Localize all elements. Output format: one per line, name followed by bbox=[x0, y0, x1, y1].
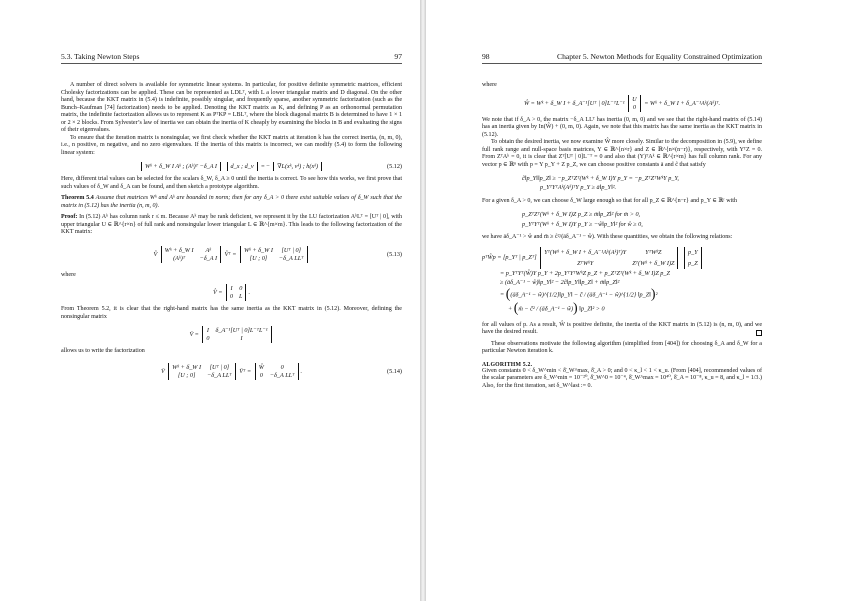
proof-text: In (5.12) Aᵏ has column rank r ≤ m. Because Aᵏ may be rank deficient, we represent it by the LU factorization AᵏLᵀ = [Uᵀ | 0], with upper triangular U ∈ ℝ^{r×n} of full rank and nonsingular lower triangular L ∈ ℝ^{m×m}. This leads to the following factorization of the KKT matrix: bbox=[61, 214, 402, 236]
paragraph-inertia-check: To ensure that the iteration matrix is nonsingular, we first check whether the KKT matrix at iteration k has the correct inertia, (n, m, 0), i.e., n positive, m negative, and no zero eigenvalues. If the inertia of this matrix is incorrect, we can modify (5.4) to form the following linear system: bbox=[61, 134, 402, 156]
left-page-header bbox=[61, 52, 402, 64]
right-page-body bbox=[482, 82, 762, 390]
right-page bbox=[426, 0, 846, 601]
where-label-right: where bbox=[482, 82, 497, 88]
theorem-label: Theorem 5.4 bbox=[61, 195, 94, 202]
proof bbox=[61, 214, 402, 237]
qed-square-icon bbox=[756, 330, 762, 336]
chapter-title: Chapter 5. Newton Methods for Equality Constrained Optimization bbox=[557, 52, 762, 61]
equation-what: Ŵ = Wᵏ + δ_W I + δ_A⁻¹[Uᵀ | 0]L⁻ᵀL⁻¹ U 0 = Wᵏ + δ_W I + δ_A⁻¹Aᵏ(Aᵏ)ᵀ. bbox=[523, 95, 721, 111]
paragraph-factorization: allows us to write the factorization bbox=[61, 348, 145, 355]
paragraph-choose-delta: For a given δ_A > 0, we can choose δ_W large enough so that for all p_Z ∈ ℝ^{n−r} and p_Y ∈ ℝʳ with bbox=[482, 197, 737, 204]
equation-number-5-13: (5.13) bbox=[387, 250, 402, 258]
paragraph-result: for all values of p. As a result, Ŵ is positive definite, the inertia of the KKT matrix in (5.12) is (n, m, 0), and we have the desired result. bbox=[482, 321, 762, 336]
equation-vhat: V̂ = I 0 0 L . bbox=[212, 285, 251, 301]
equation-relations: pᵀŴp = [p_Yᵀ | p_Zᵀ] Yᵀ(Wᵏ + δ_W I + δ_A⁻¹Aᵏ(Aᵏ)ᵀ)Y YᵀWᵏZ ZᵀWᵏY Zᵀ(Wᵏ + δ_W I)Z p_Y p_Z = p_YᵀYᵀ(Ŵ)Y p_Y + 2p_YᵀYᵀWᵏZ p_Z + p_ZᵀZᵀ(Wᵏ + δ_W I)Z p_Z ≥ (āδ_A⁻¹ − ŵ)‖p_Y‖² − 2c̃‖p_Y‖‖p_Z‖ + m̄‖p_Z‖² = ((āδ_A⁻¹ − ŵ)^{1/2}‖p_Y‖ − c̃ / (āδ_A⁻¹ − ŵ)^{1/2} ‖p_Z‖)² + (m̄ − c̃² / (āδ_A⁻¹ − ŵ)) ‖p_Z‖² > 0 bbox=[482, 247, 762, 315]
paragraph-direct-solvers: A number of direct solvers is available for symmetric linear systems. In particular, for positive definite symmetric matrices, efficient Cholesky factorizations can be applied. These can be represented as LDLᵀ, with L a lower triangular matrix and D diagonal. On the other hand, because the KKT matrix in (5.4) is indefinite, possibly singular, and frequently sparse, another symmetric factorization (such as the Bunch–Kaufman [74] factorization) needs to be applied. Denoting the KKT matrix as K, and defining P as an orthonormal permutation matrix, the indefinite factorization allows us to represent K as PᵀKP = LBLᵀ, where the block diagonal matrix B is determined to have 1 × 1 or 2 × 2 blocks. From Sylvester’s law of inertia we can obtain the inertia of K cheaply by examining the blocks in B and evaluating the signs of their eigenvalues. bbox=[61, 82, 402, 134]
eq1-matrix: Wᵏ + δ_W I Aᵏ ; (Aᵏ)ᵀ −δ_A I bbox=[141, 162, 221, 171]
equation-5-14-body: V̄ Wᵏ + δ_W I [Uᵀ | 0] [U ; 0] −δ_A LLᵀ V̄ᵀ = Ŵ 0 0 −δ_A LLᵀ . bbox=[160, 363, 303, 379]
equation-vbar: V̄ = I δ_A⁻¹[Uᵀ | 0]L⁻ᵀL⁻¹ 0 I bbox=[61, 326, 402, 343]
left-page bbox=[0, 0, 420, 601]
paragraph-inertia-note: We note that if δ_A > 0, the matrix −δ_A LLᵀ has inertia (0, m, 0) and we see that the right-hand matrix of (5.14) has an inertia given by In(Ŵ) + (0, m, 0). Again, we note that this matrix has the same inertia as the KKT matrix in (5.12). bbox=[482, 116, 762, 138]
equation-5-14 bbox=[61, 363, 402, 380]
paragraph-right-hand-matrix: From Theorem 5.2, it is clear that the right-hand matrix has the same inertia as the KKT matrix in (5.12). Moreover, defining the nonsingular matrix bbox=[61, 306, 402, 320]
theorem-5-4 bbox=[61, 195, 402, 210]
equation-number-5-14: (5.14) bbox=[387, 367, 402, 375]
equation-5-12-body: Wᵏ + δ_W I Aᵏ ; (Aᵏ)ᵀ −δ_A I d_x ; d_ν = − ∇L(xᵏ, νᵏ) ; h(xᵏ) bbox=[139, 162, 324, 171]
where-label-left: where bbox=[61, 271, 76, 278]
paragraph-motivation: These observations motivate the following algorithm (simplified from [404]) for choosing δ_A and δ_W for a particular Newton iteration k. bbox=[482, 340, 762, 355]
algorithm-label: ALGORITHM 5.2. bbox=[482, 361, 533, 368]
equation-5-12 bbox=[61, 162, 402, 171]
page-number-right: 98 bbox=[482, 52, 490, 61]
section-title: 5.3. Taking Newton Steps bbox=[61, 52, 140, 61]
equation-number-5-12: (5.12) bbox=[387, 163, 402, 171]
equation-constants: c̃‖p_Y‖‖p_Z‖ ≥ −p_ZᵀZᵀ(Wᵏ + δ_W I)Y p_Y = −p_ZᵀZᵀWᵏY p_Y, p_YᵀYᵀAᵏ(Aᵏ)ᵀY p_Y ≥ ā‖p_Y‖². bbox=[522, 175, 679, 192]
left-page-body bbox=[61, 82, 402, 380]
proof-label: Proof: bbox=[61, 214, 78, 221]
paragraph-trial-values: Here, different trial values can be selected for the scalars δ_W, δ_A ≥ 0 until the inertia is correct. To see how this works, we first prove that such values of δ_W and δ_A can be found, and then sketch a prototype algorithm. bbox=[61, 176, 402, 190]
page-number-left: 97 bbox=[394, 52, 402, 61]
algorithm-text: Given constants 0 < δ_W^min < δ̄_W^max, δ̄_A > 0; and 0 < κ_l < 1 < κ_u. (From [404], recommended values of the scalar parameters are δ_W^min = 10⁻²⁰, δ̄_W^0 = 10⁻⁴, δ̄_W^max = 10⁴⁰, δ̄_A = 10⁻⁸, κ_u = 8, and κ_l = 1/3.) Also, for the first iteration, set δ_W^last := 0. bbox=[482, 367, 762, 389]
equation-bounds: p_ZᵀZᵀ(Wᵏ + δ_W I)Z p_Z ≥ m̄‖p_Z‖² for m̄ > 0, p_YᵀYᵀ(Wᵏ + δ_W I)Y p_Y ≥ −ŵ‖p_Y‖² for ŵ ≥ 0, bbox=[522, 211, 643, 228]
right-page-header bbox=[482, 52, 762, 64]
equation-5-13 bbox=[61, 246, 402, 263]
eq1-rhs: ∇L(xᵏ, νᵏ) ; h(xᵏ) bbox=[273, 162, 322, 171]
paragraph-relations: we have āδ_A⁻¹ > ŵ and m̄ ≥ c̃²/(āδ_A⁻¹ − ŵ). With these quantities, we obtain the following relations: bbox=[482, 233, 733, 240]
theorem-text: Assume that matrices Wᵏ and Aᵏ are bounded in norm; then for any δ_A > 0 there exist suitable values of δ_W such that the matrix in (5.12) has the inertia (n, m, 0). bbox=[61, 195, 402, 209]
equation-5-13-body: V̂ Wᵏ + δ_W I Aᵏ (Aᵏ)ᵀ −δ_A I V̂ᵀ = Wᵏ + δ_W I [Uᵀ | 0] [U ; 0] −δ_A LLᵀ bbox=[153, 246, 309, 263]
paragraph-decomposition: To obtain the desired inertia, we now examine Ŵ more closely. Similar to the decomposition in (5.9), we define full rank range and null-space basis matrices, Y ∈ ℝ^{n×r} and Z ∈ ℝ^{n×(n−r)}, respectively, with YᵀZ = 0. From ZᵀAᵏ = 0, it is clear that Zᵀ[Uᵀ | 0]L⁻ᵀ = 0 and also that (Y)ᵀAᵏ ∈ ℝ^{r×m} has full column rank. For any vector p ∈ ℝⁿ with p = Y p_Y + Z p_Z, we can choose positive constants ā and c̃ that satisfy bbox=[482, 139, 762, 168]
eq1-vector: d_x ; d_ν bbox=[227, 162, 258, 171]
